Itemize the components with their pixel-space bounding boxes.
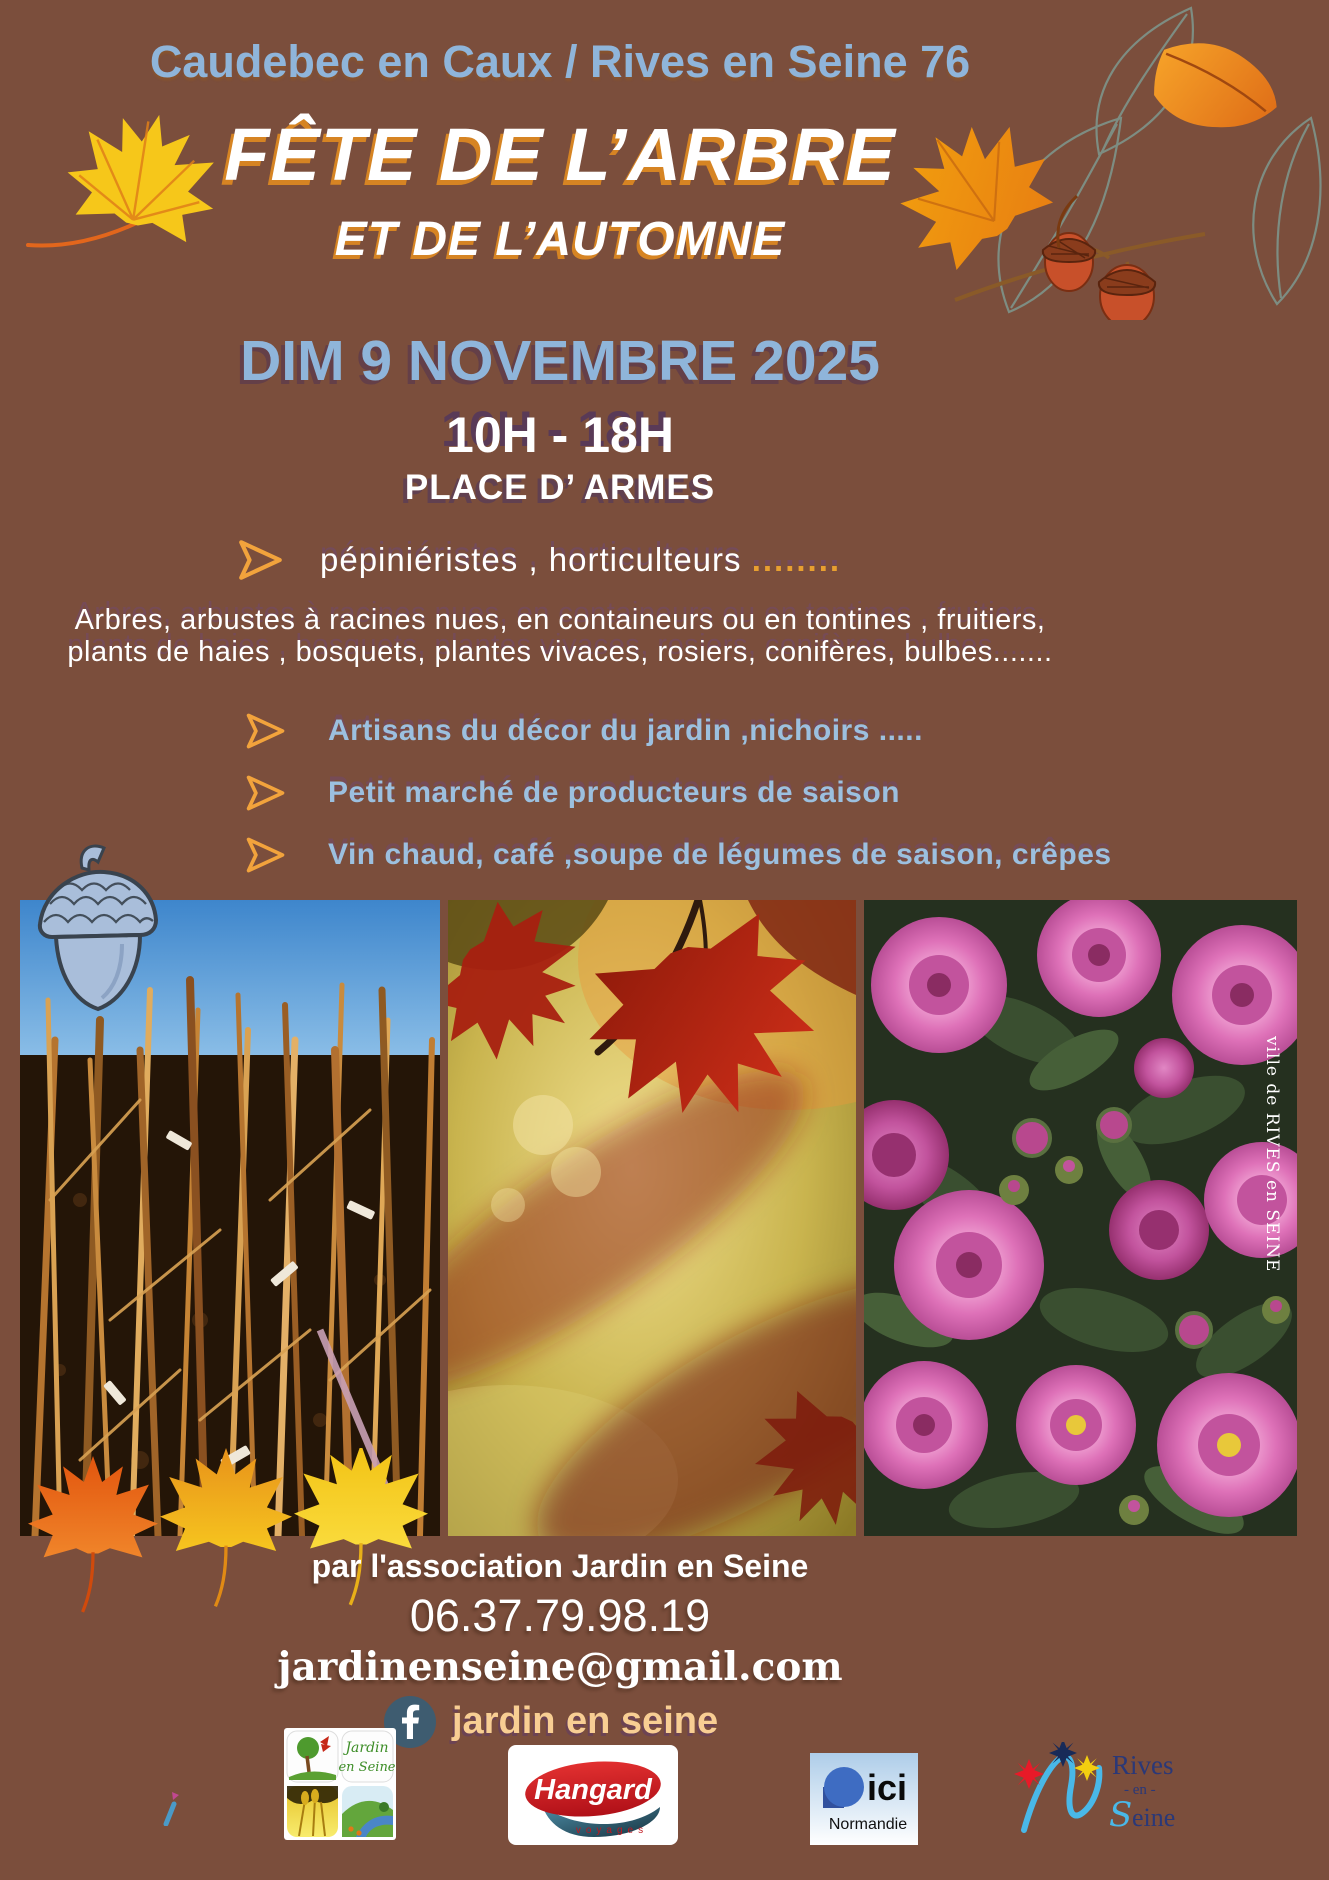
rives-logo-line2: - en - [1124,1782,1156,1798]
bullet-artisans [244,712,923,750]
arrow-bullet-icon [244,836,288,874]
confetti-mark-icon [148,1786,188,1826]
bullet-text: Artisans du décor du jardin ,nichoirs ..... [328,714,923,747]
facebook-page-name: jardin en seine [452,1700,719,1742]
phone-number: 06.37.79.98.19 [409,1590,711,1641]
headline-bullet-row [236,538,841,582]
description [0,604,1120,668]
rives-logo-line1: Rives [1112,1750,1174,1780]
jardin-logo-line2: en Seine [338,1760,396,1775]
jardin-en-seine-logo [284,1728,396,1840]
ici-logo-region: Normandie [828,1816,908,1833]
bullet-text: Petit marché de producteurs de saison [328,776,900,809]
ici-normandie-logo [810,1753,918,1845]
poster-subtitle: ET DE L’AUTOMNE [334,213,786,266]
photo-red-maple-leaves [448,900,856,1536]
hangard-logo-name: Hangard [534,1774,652,1806]
headline-dots: ........ [751,541,842,578]
event-date: DIM 9 NOVEMBRE 2025 [240,329,880,393]
hangard-logo-tagline: voyages [575,1825,649,1836]
organizer-line: par l'association Jardin en Seine [311,1548,809,1584]
location-line: Caudebec en Caux / Rives en Seine 76 [149,36,971,87]
acorn-icon [22,842,172,1017]
bullet-vin-chaud [244,836,1112,874]
ici-logo-name: ici [866,1767,908,1808]
headline-text: pépiniéristes , horticulteurs ........ [320,541,842,578]
bullet-text: Vin chaud, café ,soupe de légumes de saison, crêpes [328,838,1112,871]
rives-logo-seine-initial: S [1109,1795,1133,1835]
rives-logo-seine-rest: eine [1132,1803,1176,1832]
arrow-bullet-icon [244,774,288,812]
email-address: jardinenseine@gmail.com [277,1644,843,1690]
photo-credit: ville de RIVES en SEINE [1262,1036,1282,1273]
bullet-marche [244,774,900,812]
photo-chrysanthemums [864,900,1297,1536]
arrow-bullet-icon [244,712,288,750]
event-venue: PLACE D’ ARMES [404,468,716,507]
rives-en-seine-logo [1012,1742,1190,1837]
jardin-logo-line1: Jardin [345,1740,389,1756]
poster-title: FÊTE DE L’ARBRE [224,113,896,196]
description-line1: Arbres, arbustes à racines nues, en containeurs ou en tontines , fruitiers, [74,604,1046,636]
hangard-voyages-logo [508,1745,678,1845]
description-line2: plants de haies , bosquets, plantes vivaces, rosiers, conifères, bulbes....... [67,636,1053,668]
event-hours: 10H - 18H [446,407,674,463]
arrow-bullet-icon [236,538,286,582]
